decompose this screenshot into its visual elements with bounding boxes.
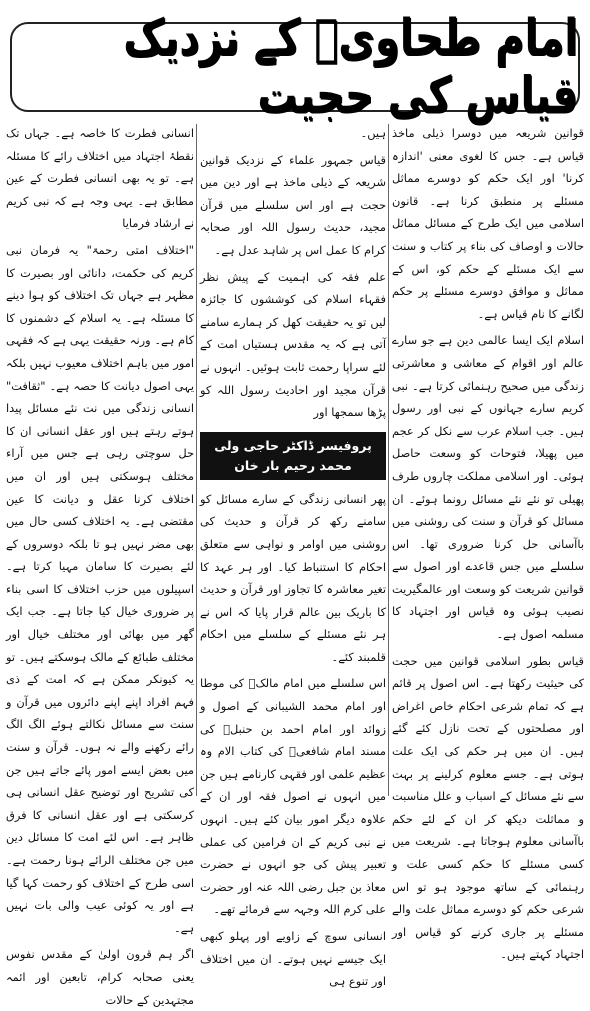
column-right [392, 122, 584, 962]
column-left [6, 122, 194, 1007]
paragraph: ہیں۔ [360, 126, 386, 140]
author-byline: پروفیسر ڈاکٹر حاجی ولی محمد رحیم بار خان [200, 432, 386, 480]
article-title-box [10, 9, 580, 125]
column-divider [196, 124, 197, 796]
column-middle [200, 122, 386, 989]
paragraph: "اختلاف امتی رحمۃ" یہ فرمان نبی کریم کی حکمت، دانائی اور بصیرت کا مظہر ہے جہاں تک اختلاف کو ہوا دینے کا مسئلہ ہے۔ یہ اسلام کے دشمنوں کا کام ہے۔ ورنہ حقیقت یہی ہے کہ فقہی امور میں باہم اختلاف معیوب نہیں بلکہ یہی اصول دیانت کا حصہ ہے۔ "ثقافت" انسانی زندگی میں نت نئے مسائل پیدا ہوتے رہتے ہیں اور عقل انسانی ان کا حل سوچتی رہی ہے جس میں آراء مختلف ہوسکتی ہیں اور ان میں اختلاف کرنا عقل و دیانت کا عین مقتضی ہے۔ یہ اختلاف کسی حال میں بھی مضر نہیں ہو تا بلکہ دوسروں کے لئے بصیرت کا سامان مہیا کرتا ہے۔ اسپیلوں میں حزب اختلاف کا اسی بناء پر ضروری خیال کیا جاتا ہے۔ جب ایک گھر میں بھائی اور مختلف خیال اور مختلف طبائع کے مالک ہوسکتے ہیں۔ تو یہ کیونکر ممکن ہے کہ امت کے ذی فہم افراد اپنے اپنے دائروں میں قرآن و سنت سے مسائل نکالتے ہوئے الگ الگ رائے رکھنے والے نہ ہوں۔ قرآن و سنت میں بعض ایسے امور پائے جاتے ہیں جن کی تشریح اور توضیح عقل انسانی ہی کرسکتی ہے اور عقل انسانی کا فرق ظاہر ہے۔ اس لئے امت کا مسائل دین میں جن مختلف الرائے ہونا رحمت ہے۔ اسی طرح کے اختلاف کو رحمت کہا گیا ہے اور یہ کوئی عیب والی بات نہیں ہے۔ [6, 242, 194, 935]
paragraph: قوانین شریعہ میں دوسرا ذیلی ماخذ قیاس ہے۔ جس کا لغوی معنی 'اندازہ کرنا' اور ایک حکم کو دوسرے مماثل مسئلے پر منطبق کرنا ہے۔ قانون اسلامی میں ایک طرح کے مسائل مماثل حالات و اوصاف کی بناء پر کتاب و سنت سے ایک مسئلے کے حکم کو، اس کے مماثل و موافق دوسرے مسئلے پر حکم لگانے کا نام قیاس ہے۔ [392, 126, 584, 321]
column-divider [388, 124, 389, 796]
article-title: امام طحاویؒ کے نزدیک قیاس کی حجیت [123, 9, 578, 125]
article-body [6, 122, 584, 1007]
paragraph: قیاس جمہور علماء کے نزدیک قوانین شریعہ کے ذیلی ماخذ ہے اور دین میں حجت ہے اور اس سلسلے میں قرآن مجید، حدیث رسول اللہ اور صحابہ کرام کا عمل اس پر شاہد عدل ہے۔ [200, 152, 386, 257]
paragraph: اس سلسلے میں امام مالکؒ کی موطا اور امام محمد الشیبانی کے اصول و زوائد اور امام احمد بن حنبلؒ کی مسند امام شافعیؒ کی کتاب الام وہ عظیم علمی اور فقہی کارنامے ہیں جن میں انہوں نے اصول فقہ اور ان کے علاوہ دیگر امور بیان کئے ہیں۔ انہوں نے نبی کریم کے ان فرامین کی عملی تعبیر پیش کی جو انہوں نے حضرت معاذ بن جبل رضی اللہ عنہ اور حضرت علی کرم اللہ وجہہ سے فرمائے تھے۔ [200, 676, 386, 917]
paragraph: انسانی فطرت کا خاصہ ہے۔ جہاں تک نقطۂ اجتہاد میں اختلاف رائے کا مسئلہ ہے۔ تو یہ بھی انسانی فطرت کے عین مطابق ہے۔ یہی وجہ ہے کہ نبی کریم نے ارشاد فرمایا [6, 126, 194, 231]
paragraph: انسانی سوچ کے زاویے اور پہلو کبھی ایک جیسے نہیں ہوتے۔ ان میں اختلاف اور تنوع ہی [200, 929, 386, 989]
paragraph: علم فقہ کی اہمیت کے پیش نظر فقہاء اسلام کی کوششوں کا جائزہ لیں تو یہ حقیقت کھل کر ہمارے سامنے آتی ہے کہ یہ مقدس ہستیاں امت کے لئے سراپا رحمت ثابت ہوئیں۔ انہوں نے قرآن مجید اور احادیث رسول اللہ کو پڑھا سمجھا اور [200, 269, 386, 420]
paragraph: اسلام ایک ایسا عالمی دین ہے جو سارے عالم اور اقوام کے معاشی و معاشرتی زندگی میں صحیح رہنمائی کرتا ہے۔ نبی کریم سارے جہانوں کے نبی اور رسول ہیں۔ جب اسلام عرب سے نکل کر عجم میں پھیلا، فتوحات کو وسعت حاصل ہوئی۔ اور اسلامی مملکت چاروں طرف پھیلی تو نئے نئے مسائل رونما ہوئے۔ ان مسائل کو قرآن و سنت کی روشنی میں باآسانی حل کرنا ضروری تھا۔ اس سلسلے میں جس قاعدے اور اصول سے قوانین شریعت کو وسعت اور عالمگیریت نصیب ہوئی وہ قیاس اور اجتہاد کا مسلمہ اصول ہے۔ [392, 333, 584, 642]
paragraph: پھر انسانی زندگی کے سارے مسائل کو سامنے رکھ کر قرآن و حدیث کی روشنی میں اوامر و نواہی سے متعلق احکام کا استنباط کیا۔ اور ہر عہد کا تغیر معاشرہ کا تجاوز اور قرآن و حدیث کا باریک بین عالم قرار پایا کہ اس نے ہر نئے مسئلے کے سلسلے میں احکام قلمبند کئے۔ [200, 491, 386, 664]
paragraph: اگر ہم قرون اولیٰ کے مقدس نفوس یعنی صحابہ کرام، تابعین اور ائمہ مجتہدین کے حالات [6, 947, 194, 1007]
paragraph: قیاس بطور اسلامی قوانین میں حجت کی حیثیت رکھتا ہے۔ اس اصول پر قائم ہے کہ تمام شرعی احکام خاص اغراض اور مصلحتوں کے تحت نازل کئے گئے ہیں۔ ان میں ہر حکم کی ایک علت ہوتی ہے۔ جسے معلوم کرلینے پر بہت سے نئے مسائل کے اسباب و علل مناسبت و مماثلت دیکھ کر ان کے لئے حکم باآسانی معلوم ہوجاتا ہے۔ شریعت میں کسی مسئلے کا حکم کسی علت و رہنمائی کے ساتھ موجود ہو تو اس شرعی حکم کو دوسرے مماثل علت والے مسئلے پر جاری کرنے کو قیاس اور اجتہاد کہتے ہیں۔ [392, 653, 584, 962]
